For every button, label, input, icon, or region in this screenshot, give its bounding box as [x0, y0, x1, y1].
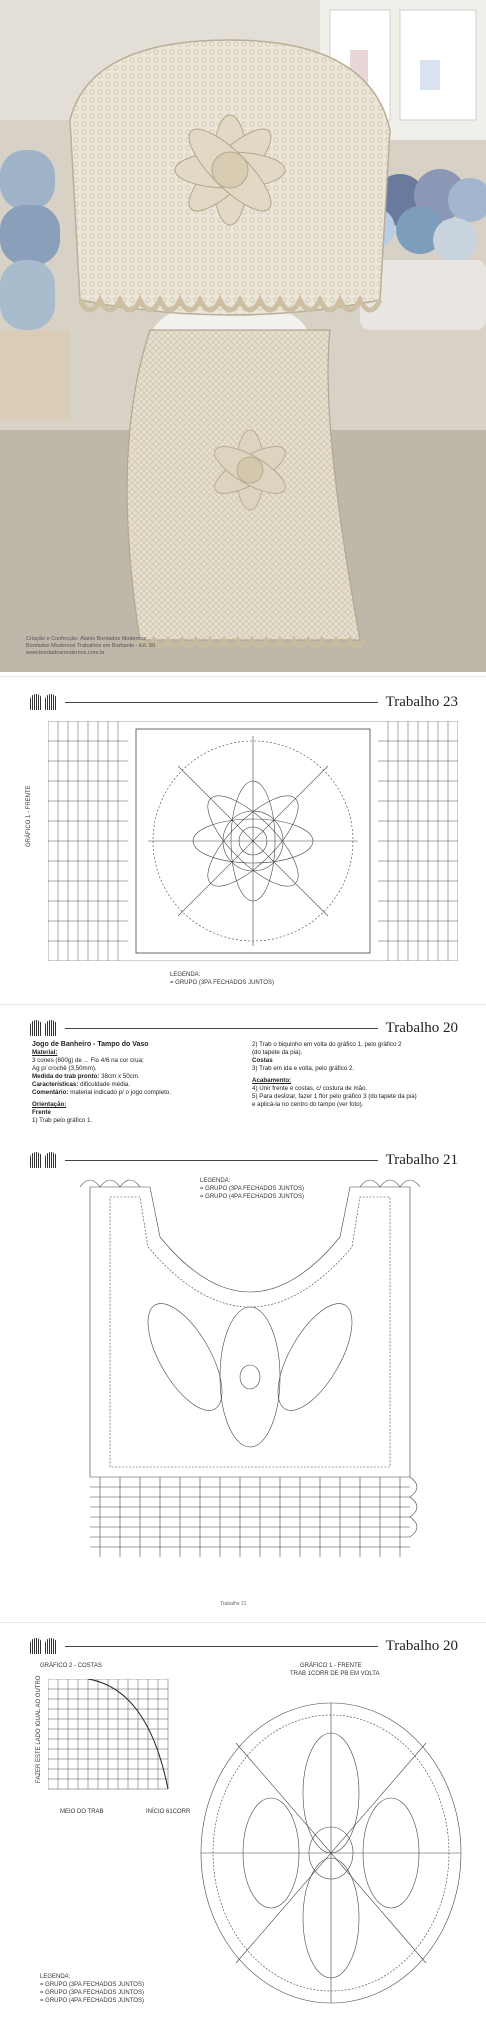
- legend-item: = GRUPO (3PA FECHADOS JUNTOS): [170, 980, 274, 986]
- magazine-logo: [30, 694, 57, 710]
- chart-page-trabalho-20: [0, 1622, 486, 2028]
- credit-line-3: www.bordadosmodernos.com.br: [26, 650, 105, 656]
- instructions-left-column: [32, 1041, 242, 1125]
- magazine-logo: [30, 1638, 57, 1654]
- magazine-logo: [30, 1152, 57, 1168]
- photo-credits: [26, 636, 155, 657]
- chart-2-label: GRÁFICO 2 - COSTAS: [40, 1663, 102, 1669]
- legend-item-1: = GRUPO (3PA FECHADOS JUNTOS): [200, 1186, 304, 1192]
- characteristics-value: dificuldade média.: [80, 1081, 131, 1088]
- legend-title: LEGENDA:: [40, 1974, 71, 1980]
- magazine-logo: [30, 1020, 57, 1036]
- product-photo: [0, 0, 486, 672]
- chart-legend-20: [40, 1973, 144, 2005]
- page-header: [30, 1637, 458, 1655]
- legend-title: LEGENDA:: [200, 1178, 231, 1184]
- chart-side-label: GRÁFICO 1 - FRENTE: [26, 785, 32, 847]
- chart-legend: [170, 971, 274, 987]
- page-header: [30, 693, 458, 711]
- instructions-heading: Jogo de Banheiro - Tampo do Vaso: [32, 1041, 149, 1048]
- chart-1-sub-label: TRAB 1CORR DE PB EM VOLTA: [290, 1671, 380, 1677]
- finish-line-1: 4) Unir frente e costas, c/ costura de mão.: [252, 1085, 368, 1092]
- crochet-chart-trabalho-21: [70, 1177, 430, 1597]
- start-label: INÍCIO 61CORR: [146, 1809, 191, 1815]
- finish-line-3: e aplicá-la no centro do tampo (ver foto).: [252, 1101, 364, 1108]
- credit-line-1: Criação e Confecção: Alanis Bordados Modernos: [26, 636, 147, 642]
- front-line: 1) Trab pelo gráfico 1.: [32, 1117, 93, 1124]
- characteristics-title: Características:: [32, 1081, 79, 1088]
- crochet-chart-back: [48, 1679, 178, 1799]
- step-line-2: (do tapete da pia).: [252, 1049, 303, 1056]
- legend-item-2: = GRUPO (4PA FECHADOS JUNTOS): [200, 1194, 304, 1200]
- finish-line-2: 5) Para deslizar, fazer 1 flor pelo gráfico 3 (do tapete da pia): [252, 1093, 417, 1100]
- finish-title: Acabamento:: [252, 1077, 292, 1084]
- instructions-right-column: [252, 1041, 462, 1109]
- page-header-21: [30, 1151, 458, 1169]
- page-header: [30, 1019, 458, 1037]
- legend-title: LEGENDA:: [170, 972, 201, 978]
- legend-item-2: = GRUPO (3PA FECHADOS JUNTOS): [40, 1990, 144, 1996]
- material-line-2: Ag p/ crochê (3,50mm).: [32, 1065, 97, 1072]
- center-label: MEIO DO TRAB: [60, 1809, 104, 1815]
- legend-item-1: = GRUPO (3PA FECHADOS JUNTOS): [40, 1982, 144, 1988]
- instructions-page: [0, 1004, 486, 1614]
- crochet-bathroom-set-illustration: [0, 0, 486, 672]
- credit-line-2: Bordados Modernos Trabalhos em Barbante - Ed. 80: [26, 643, 156, 649]
- size-value: 38cm x 50cm.: [101, 1073, 140, 1080]
- step-line-3: 3) Trab em ida e volta, pelo gráfico 2.: [252, 1065, 355, 1072]
- crochet-chart-trabalho-23: [48, 721, 458, 961]
- material-line-1: 3 cones (800g) de ... Fio 4/6 na cor crua;: [32, 1057, 144, 1064]
- legend-item-3: = GRUPO (4PA FECHADOS JUNTOS): [40, 1998, 144, 2004]
- step-line-1: 2) Trab o biquinho em volta do gráfico 1, pelo gráfico 2: [252, 1041, 402, 1048]
- crochet-chart-front: [186, 1683, 476, 2013]
- side-instruction-label: FAZER ESTE LADO IGUAL AO OUTRO: [36, 1675, 42, 1783]
- page-title: Trabalho 20: [385, 1637, 458, 1654]
- orientation-title: Orientação:: [32, 1101, 67, 1108]
- comment-value: material indicado p/ o jogo completo.: [70, 1089, 171, 1096]
- page-title: Trabalho 20: [385, 1019, 458, 1036]
- page-title: Trabalho 23: [385, 693, 458, 710]
- chart-1-label: GRÁFICO 1 - FRENTE: [300, 1663, 362, 1669]
- page-footer: Trabalho 21: [220, 1601, 247, 1607]
- back-title: Costas: [252, 1057, 273, 1064]
- size-title: Medida do trab pronto:: [32, 1073, 100, 1080]
- material-title: Material:: [32, 1049, 58, 1056]
- front-title: Frente: [32, 1109, 51, 1116]
- chart-page-trabalho-23: [0, 676, 486, 996]
- comment-title: Comentário:: [32, 1089, 69, 1096]
- page-title-21: Trabalho 21: [385, 1151, 458, 1168]
